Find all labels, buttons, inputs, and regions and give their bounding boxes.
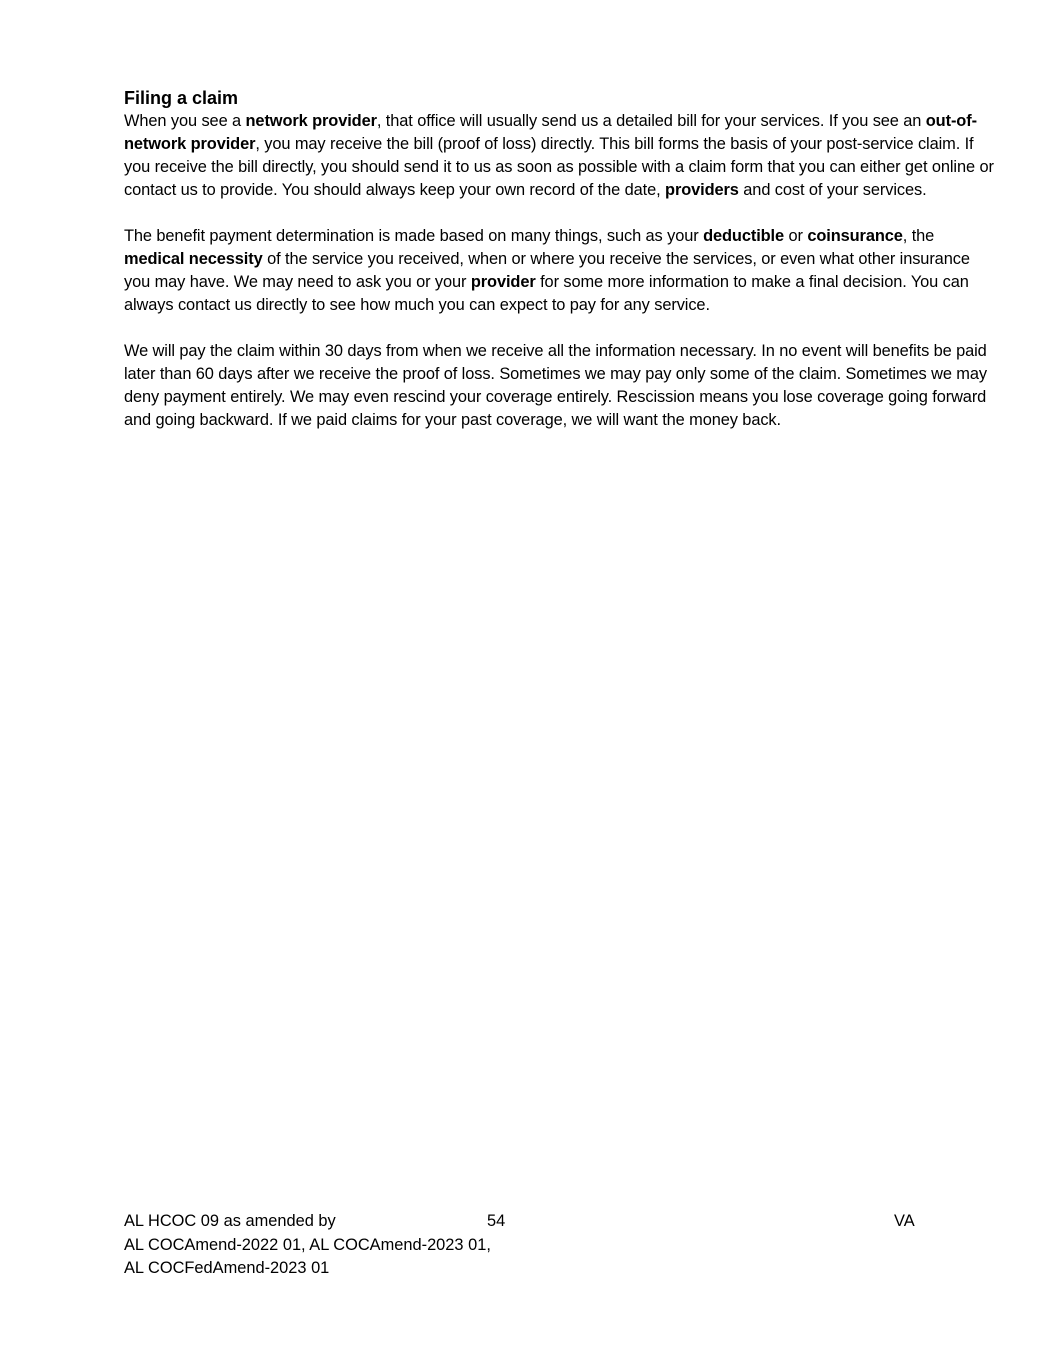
paragraph-benefit-determination: [124, 225, 994, 317]
text-run: and cost of your services.: [738, 181, 927, 199]
text-run: for some more information to make a final decision. You can always contact us directly to see how much you can expect to pay for any service.: [124, 273, 969, 314]
text-run: , that office will usually send us a detailed bill for your services. If you see an: [376, 112, 926, 130]
section-heading: Filing a claim: [124, 88, 239, 108]
page-number: 54: [487, 1212, 506, 1230]
footer-form-line: AL HCOC 09 as amended by: [124, 1212, 336, 1230]
text-run: , you may receive the bill (proof of loss) directly. This bill forms the basis of your post-service claim. If you receive the bill directly, you should send it to us as soon as possible with a claim form that you can either get online or contact us to provide. You should always keep your own record of the date,: [124, 135, 994, 199]
text-run: of the service you received, when or where you receive the services, or even what other insurance you may have. We may need to ask you or your: [124, 250, 970, 291]
footer-form-id: [124, 1210, 544, 1281]
text-run: , the: [902, 227, 935, 245]
term-deductible: deductible: [703, 227, 785, 245]
term-providers: providers: [665, 181, 739, 199]
paragraph-payment-timing: We will pay the claim within 30 days from when we receive all the information necessary. In no event will benefits be paid later than 60 days after we receive the proof of loss. Sometimes we may pay only some of the claim. Sometimes we may deny payment entirely. We may even rescind your coverage entirely. Rescission means you lose coverage going forward and going backward. If we paid claims for your past coverage, we will want the money back.: [124, 342, 987, 429]
text-run: When you see a: [124, 112, 246, 130]
document-body: [124, 86, 994, 455]
term-coinsurance: coinsurance: [807, 227, 903, 245]
text-run: or: [784, 227, 808, 245]
text-run: The benefit payment determination is made based on many things, such as your: [124, 227, 704, 245]
footer-form-line: AL COCAmend-2022 01, AL COCAmend-2023 01,: [124, 1235, 491, 1254]
footer-form-line: AL COCFedAmend-2023 01: [124, 1259, 330, 1277]
footer-state-code: VA: [894, 1212, 915, 1230]
term-provider: provider: [470, 273, 536, 291]
paragraph-filing: [124, 110, 994, 202]
term-medical-necessity: medical necessity: [124, 250, 263, 268]
term-network-provider: network provider: [245, 112, 377, 130]
term-out-of-network-provider: out-of-network provider: [124, 112, 977, 153]
